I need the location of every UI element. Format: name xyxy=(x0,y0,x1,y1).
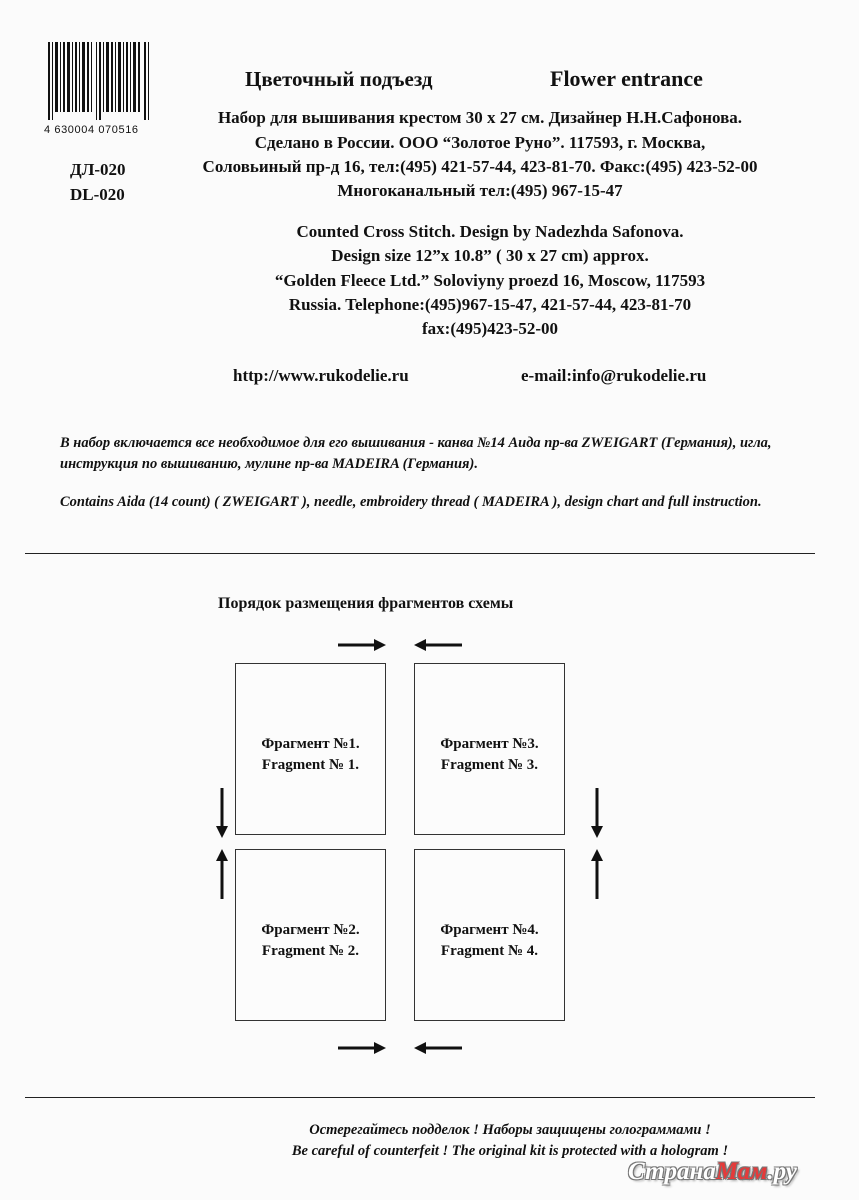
divider-top xyxy=(25,553,815,554)
fragment-3-label-en: Fragment № 3. xyxy=(440,757,539,773)
divider-bottom xyxy=(25,1097,815,1098)
article-code-ru: ДЛ-020 xyxy=(70,160,126,179)
ru-info-line-3: Соловьиный пр-д 16, тел:(495) 421-57-44, 423-81-70. Факс:(495) 423-52-00 xyxy=(202,157,758,176)
arrow-left-icon xyxy=(414,1041,462,1055)
warning-ru: Остерегайтесь подделок ! Наборы защищены голограммами ! xyxy=(309,1122,711,1138)
en-info-line-1: Counted Cross Stitch. Design by Nadezhda Safonova. xyxy=(296,222,684,241)
watermark-part-2: Мам xyxy=(715,1158,768,1185)
warning-en: Be careful of counterfeit ! The original kit is protected with a hologram ! xyxy=(291,1143,729,1159)
en-info-line-5: fax:(495)423-52-00 xyxy=(422,319,558,338)
arrow-right-icon xyxy=(338,638,386,652)
fragment-3-label-ru: Фрагмент №3. xyxy=(440,736,539,752)
scheme-title: Порядок размещения фрагментов схемы xyxy=(218,595,514,612)
fragment-1 xyxy=(235,663,386,835)
fragment-1-label-en: Fragment № 1. xyxy=(261,757,360,773)
watermark-logo xyxy=(628,1158,797,1186)
arrow-up-icon xyxy=(590,849,604,899)
en-info-line-3: “Golden Fleece Ltd.” Soloviyny proezd 16, Moscow, 117593 xyxy=(274,271,706,290)
fragment-4-label-ru: Фрагмент №4. xyxy=(440,922,539,938)
title-en: Flower entrance xyxy=(550,66,703,91)
ru-info-line-4: Многоканальный тел:(495) 967-15-47 xyxy=(337,181,623,200)
fragment-4 xyxy=(414,849,565,1021)
fragment-4-label-en: Fragment № 4. xyxy=(440,943,539,959)
title-ru: Цветочный подъезд xyxy=(245,67,433,91)
fragment-3 xyxy=(414,663,565,835)
fragment-2-label-ru: Фрагмент №2. xyxy=(261,922,360,938)
contents-ru: В набор включается все необходимое для его вышивания - канва №14 Аида пр-ва ZWEIGART (Германия), игла, инструкция по вышиванию, мулине пр-ва MADEIRA (Германия). xyxy=(60,435,772,472)
barcode-number: 4 630004 070516 xyxy=(44,124,139,136)
ru-info-line-1: Набор для вышивания крестом 30 x 27 см. Дизайнер Н.Н.Сафонова. xyxy=(217,108,743,127)
fragment-2-label-en: Fragment № 2. xyxy=(261,943,360,959)
contents-en: Contains Aida (14 count) ( ZWEIGART ), needle, embroidery thread ( MADEIRA ), design chart and full instruction. xyxy=(60,494,762,510)
fragment-2 xyxy=(235,849,386,1021)
arrow-right-icon xyxy=(338,1041,386,1055)
arrow-up-icon xyxy=(215,849,229,899)
barcode xyxy=(44,42,154,120)
article-code-en: DL-020 xyxy=(70,185,125,204)
arrow-down-icon xyxy=(215,788,229,838)
watermark-part-3: .ру xyxy=(767,1158,797,1185)
en-info-line-2: Design size 12”x 10.8” ( 30 x 27 cm) approx. xyxy=(331,246,649,265)
fragment-1-label-ru: Фрагмент №1. xyxy=(261,736,360,752)
email-link[interactable]: e-mail:info@rukodelie.ru xyxy=(521,366,707,385)
en-info-line-4: Russia. Telephone:(495)967-15-47, 421-57-44, 423-81-70 xyxy=(288,295,692,314)
arrow-down-icon xyxy=(590,788,604,838)
arrow-left-icon xyxy=(414,638,462,652)
ru-info-line-2: Сделано в России. ООО “Золотое Руно”. 117593, г. Москва, xyxy=(254,133,706,152)
watermark-part-1: Страна xyxy=(628,1158,716,1185)
website-link[interactable]: http://www.rukodelie.ru xyxy=(233,366,409,385)
